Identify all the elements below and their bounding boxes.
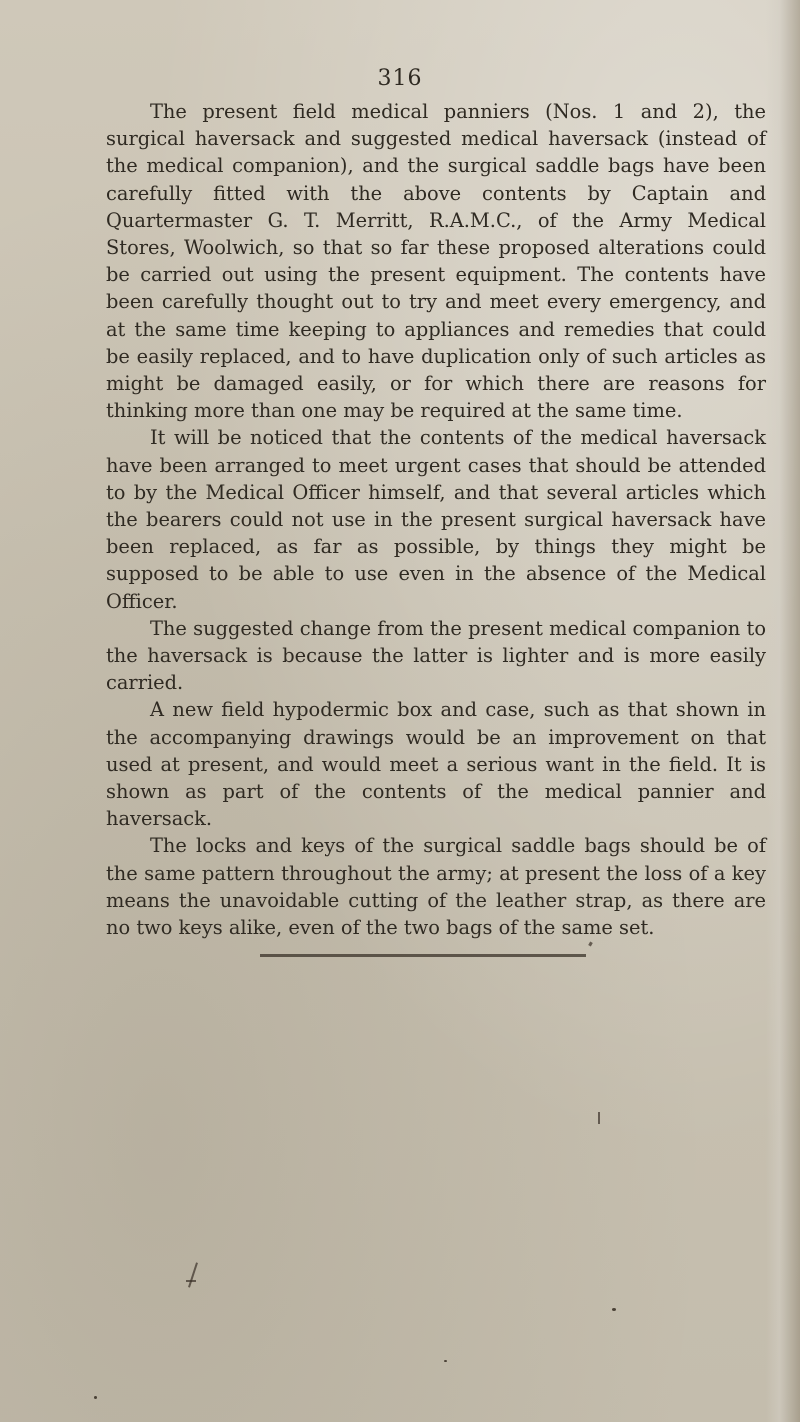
paper-speck	[444, 1360, 447, 1362]
page-number: 316	[377, 66, 423, 91]
paragraph-3: The suggested change from the present medical companion to the haversack is because the latter is lighter and is more easily carried.	[106, 616, 766, 695]
section-divider-rule	[260, 954, 586, 957]
paper-speck	[94, 1396, 97, 1399]
paper-speck	[612, 1308, 616, 1311]
ink-mark	[188, 1262, 198, 1287]
paragraph-5: The locks and keys of the surgical saddle bags should be of the same pattern throughout the army; at present the loss of a key means the unavoidable cutting of the leather strap, as there are no two keys alike, even of the two bags of the same set.	[106, 834, 766, 940]
body-text	[106, 98, 766, 941]
ink-mark	[186, 1280, 196, 1282]
ink-mark	[588, 942, 593, 947]
page-edge-shadow	[766, 0, 800, 1422]
paragraph-2: It will be noticed that the contents of the medical haversack have been arranged to meet urgent cases that should be attended to by the Medical Officer himself, and that several articles which the bearers could not use in the present surgical haversack have been replaced, as far as possible, by things they might be supposed to be able to use even in the absence of the Medical Officer.	[106, 426, 766, 613]
paragraph-4: A new field hypodermic box and case, such as that shown in the accompanying drawings would be an improvement on that used at present, and would meet a serious want in the field. It is shown as part of the contents of the medical pannier and haversack.	[106, 698, 766, 831]
paragraph-1: The present field medical panniers (Nos. 1 and 2), the surgical haversack and suggested medical haversack (instead of the medical companion), and the surgical saddle bags have been carefully fitted with the above contents by Captain and Quartermaster G. T. Merritt, R.A.M.C., of the Army Medical Stores, Woolwich, so that so far these proposed alterations could be carried out using the present equipment. The contents have been carefully thought out to try and meet every emergency, and at the same time keeping to appliances and remedies that could be easily replaced, and to have duplication only of such articles as might be damaged easily, or for which there are reasons for thinking more than one may be required at the same time.	[106, 100, 766, 423]
ink-mark	[598, 1112, 600, 1124]
